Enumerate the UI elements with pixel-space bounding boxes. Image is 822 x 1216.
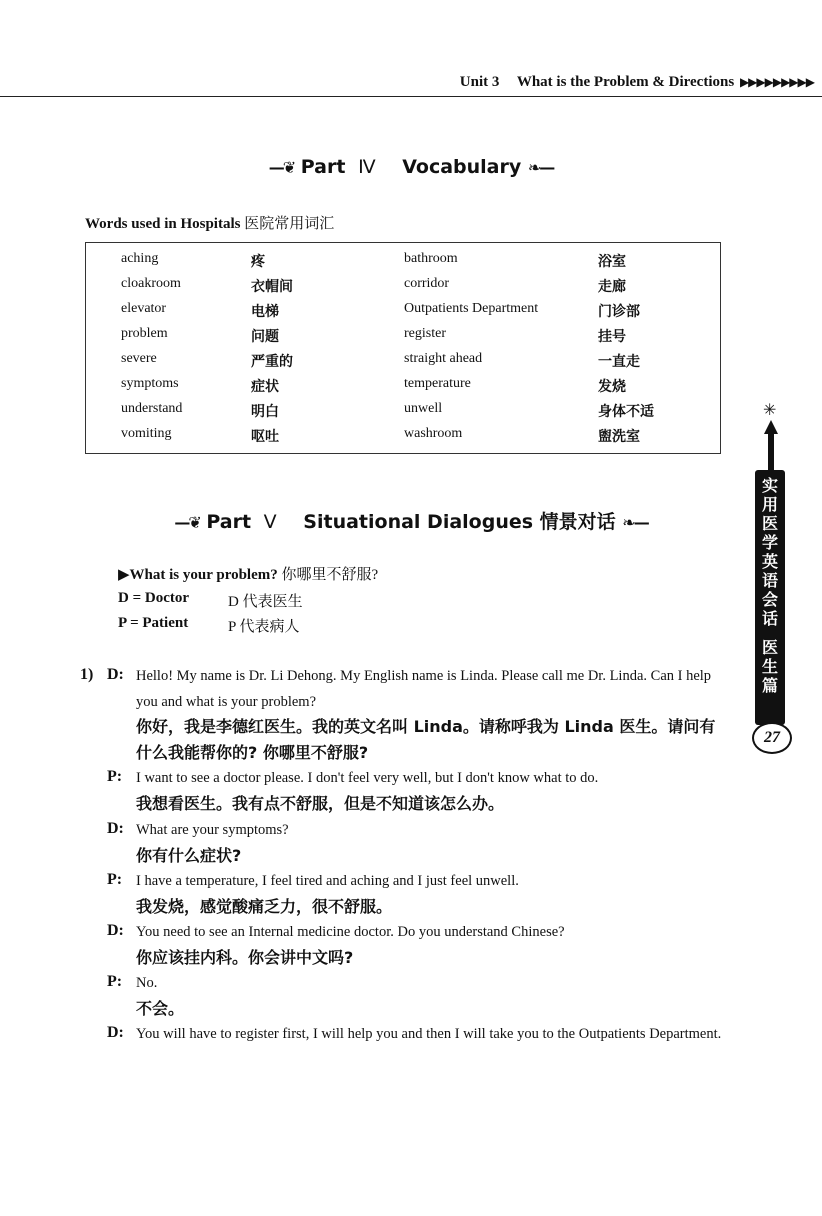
tab-char: 学 [761,533,778,552]
tab-char: 话 [761,609,778,628]
dialogue-en: Hello! My name is Dr. Li Dehong. My English name is Linda. Please call me Dr. Linda. Can I help you and what is your problem? [136,668,712,710]
dialogue-cn: 我想看医生。我有点不舒服，但是不知道该怎么办。 [136,794,505,813]
question-en: ▶What is your problem? [118,567,278,583]
vocab-cn: 症状 [251,380,279,395]
vocab-en: bathroom [404,251,458,266]
tab-char: 英 [761,552,778,571]
tab-char: 篇 [761,676,778,695]
dialogue-cn: 你有什么症状? [136,846,242,865]
part4-roman: Ⅳ [358,156,376,178]
vocab-cn: 浴室 [598,255,626,270]
legend-value: P 代表病人 [228,619,300,635]
vocab-heading-en: Words used in Hospitals [85,216,241,232]
vocab-heading-cn: 医院常用词汇 [244,216,335,232]
tab-char: 实 [761,476,778,495]
vocab-cn: 盥洗室 [598,430,640,445]
vocab-row [86,326,720,351]
part4-label: Part [300,156,346,178]
unit-title: What is the Problem & Directions [516,74,735,90]
tab-char: 语 [761,571,778,590]
vocab-cn: 身体不适 [598,405,654,420]
tab-arrow-icon [764,402,778,462]
vocab-heading [85,212,334,233]
vocab-en: vomiting [121,426,172,441]
leaf-right-icon: ❧— [622,513,648,532]
vocab-cn: 门诊部 [598,305,640,320]
dialogue-en: What are your symptoms? [136,822,289,838]
speaker-label: D: [107,1024,124,1041]
tab-char: 医 [761,514,778,533]
question-cn: 你哪里不舒服? [281,567,379,583]
legend-doctor [118,590,303,610]
legend-key: P = Patient [118,615,189,631]
vocab-en: cloakroom [121,276,181,291]
vocab-cn: 严重的 [251,355,293,370]
vocab-en: temperature [404,376,471,391]
vocab-row [86,276,720,301]
tab-char: 生 [761,657,778,676]
part4-heading: Vocabulary [402,156,522,178]
part4-title [0,156,822,178]
arrows-decoration: ▶▶▶▶▶▶▶▶▶ [739,75,814,89]
vocab-cn: 呕吐 [251,430,279,445]
vocab-row [86,301,720,326]
vocab-row [86,426,720,451]
part5-label: Part [206,511,252,533]
vocab-en: elevator [121,301,167,316]
vocab-cn: 挂号 [598,330,626,345]
part5-title [0,507,822,534]
vocab-cn: 疼 [251,255,265,270]
page-number: 27 [752,722,792,754]
dialogue-en: I have a temperature, I feel tired and aching and I just feel unwell. [136,873,519,889]
vocab-row [86,251,720,276]
vocab-en: washroom [404,426,463,441]
vocab-en: corridor [404,276,450,291]
legend-patient [118,615,300,635]
vocab-en: unwell [404,401,443,416]
vocab-cn: 明白 [251,405,279,420]
speaker-label: D: [107,820,124,837]
leaf-left-icon: —❦ [268,158,295,177]
running-head [0,70,822,97]
vocab-row [86,401,720,426]
unit-label: Unit 3 [459,74,500,90]
leaf-right-icon: ❧— [527,158,554,177]
legend-key: D = Doctor [118,590,190,606]
tab-char: 医 [761,638,778,657]
vocab-cn: 电梯 [251,305,279,320]
vocab-en: understand [121,401,183,416]
vocab-cn: 发烧 [598,380,626,395]
part5-roman: Ⅴ [263,511,277,533]
speaker-label: D: [107,666,124,683]
dialogue-number: 1) [80,666,94,683]
dialogue-question [118,563,378,584]
vocab-en: aching [121,251,159,266]
vocab-cn: 问题 [251,330,279,345]
vocab-en: problem [121,326,168,341]
dialogue-en: No. [136,975,158,991]
speaker-label: D: [107,922,124,939]
dialogue-en: You will have to register first, I will help you and then I will take you to the Outpatients Department. [136,1026,722,1042]
tab-char: 用 [761,495,778,514]
vocab-en: straight ahead [404,351,483,366]
dialogue-cn: 不会。 [136,999,185,1018]
dialogue-en: You need to see an Internal medicine doctor. Do you understand Chinese? [136,924,565,940]
vocab-en: register [404,326,446,341]
vocab-row [86,376,720,401]
dialogue-cn: 你应该挂内科。你会讲中文吗? [136,948,354,967]
part5-heading: Situational Dialogues 情景对话 [303,511,616,533]
speaker-label: P: [107,768,123,785]
speaker-label: P: [107,871,123,888]
speaker-label: P: [107,973,123,990]
vocab-cn: 一直走 [598,355,640,370]
dialogue-cn: 你好，我是李德红医生。我的英文名叫 Linda。请称呼我为 Linda 医生。请问有什么我能帮你的? 你哪里不舒服? [136,717,716,762]
vocab-table [85,242,721,454]
vocab-cn: 走廊 [598,280,626,295]
vocab-row [86,351,720,376]
vocab-en: symptoms [121,376,179,391]
legend-value: D 代表医生 [228,594,303,610]
dialogue-cn: 我发烧，感觉酸痛乏力，很不舒服。 [136,897,393,916]
dialogue-en: I want to see a doctor please. I don't feel very well, but I don't know what to do. [136,770,599,786]
tab-char: 会 [761,590,778,609]
vocab-en: Outpatients Department [404,301,539,316]
vocab-cn: 衣帽间 [251,280,293,295]
leaf-left-icon: —❦ [174,513,200,532]
vocab-en: severe [121,351,157,366]
sparkle-icon: ✳ [763,402,777,419]
